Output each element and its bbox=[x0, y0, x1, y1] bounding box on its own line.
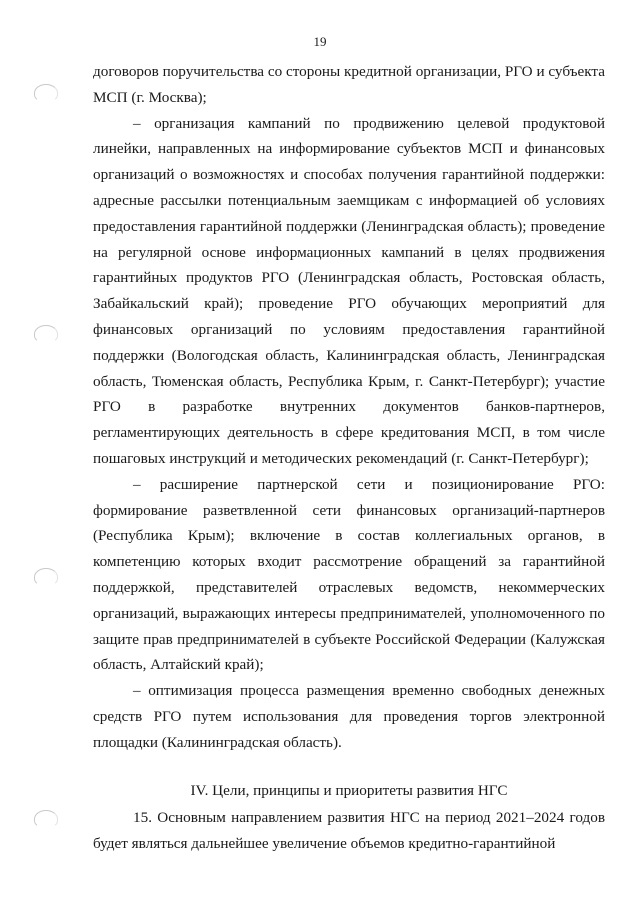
punch-hole-mark bbox=[34, 84, 58, 102]
punch-hole-mark bbox=[34, 810, 58, 828]
paragraph-partner-network: – расширение партнерской сети и позиционирование РГО: формирование разветвленной сети финансовых организаций-партнеров (Республика Крым); включение в состав коллегиальных органов, в компетенцию которых входит рассмотрение обращений за гарантийной поддержкой, представителей отраслевых ведомств, некоммерческих организаций, выражающих интересы предпринимателей, уполномоченного по защите прав предпринимателей в субъекте Российской Федерации (Калужская область, Алтайский край); bbox=[93, 475, 605, 674]
paragraph-continuation: договоров поручительства со стороны кредитной организации, РГО и субъекта МСП (г. Москва); bbox=[93, 63, 605, 106]
page-number: 19 bbox=[313, 34, 327, 49]
paragraph-optimization: – оптимизация процесса размещения временно свободных денежных средств РГО путем использования для проведения торгов электронной площадки (Калининградская область). bbox=[93, 682, 605, 751]
document-body bbox=[93, 59, 605, 857]
paragraph-campaigns: – организация кампаний по продвижению целевой продуктовой линейки, направленных на информирование субъектов МСП и финансовых организаций о возможностях и способах получения гарантийной поддержки: адресные рассылки потенциальным заемщикам с информацией об условиях предоставления гарантийной поддержки (Ленинградская область); проведение на регулярной основе информационных кампаний в целях продвижения гарантийных продуктов РГО (Ленинградская область, Ростовская область, Забайкальский край); проведение РГО обучающих мероприятий для финансовых организаций по условиям предоставления гарантийной поддержки (Вологодская область, Калининградская область, Ленинградская область, Тюменская область, Республика Крым, г. Санкт-Петербург); участие РГО в разработке внутренних документов банков-партнеров, регламентирующих деятельность в сфере кредитования МСП, в том числе пошаговых инструкций и методических рекомендаций (г. Санкт-Петербург); bbox=[93, 114, 605, 467]
punch-hole-mark bbox=[34, 568, 58, 586]
section-heading: IV. Цели, принципы и приоритеты развития НГС bbox=[190, 781, 508, 799]
punch-hole-mark bbox=[34, 325, 58, 343]
paragraph-15: 15. Основным направлением развития НГС на период 2021–2024 годов будет являться дальнейшее увеличение объемов кредитно-гарантийной bbox=[93, 809, 605, 853]
